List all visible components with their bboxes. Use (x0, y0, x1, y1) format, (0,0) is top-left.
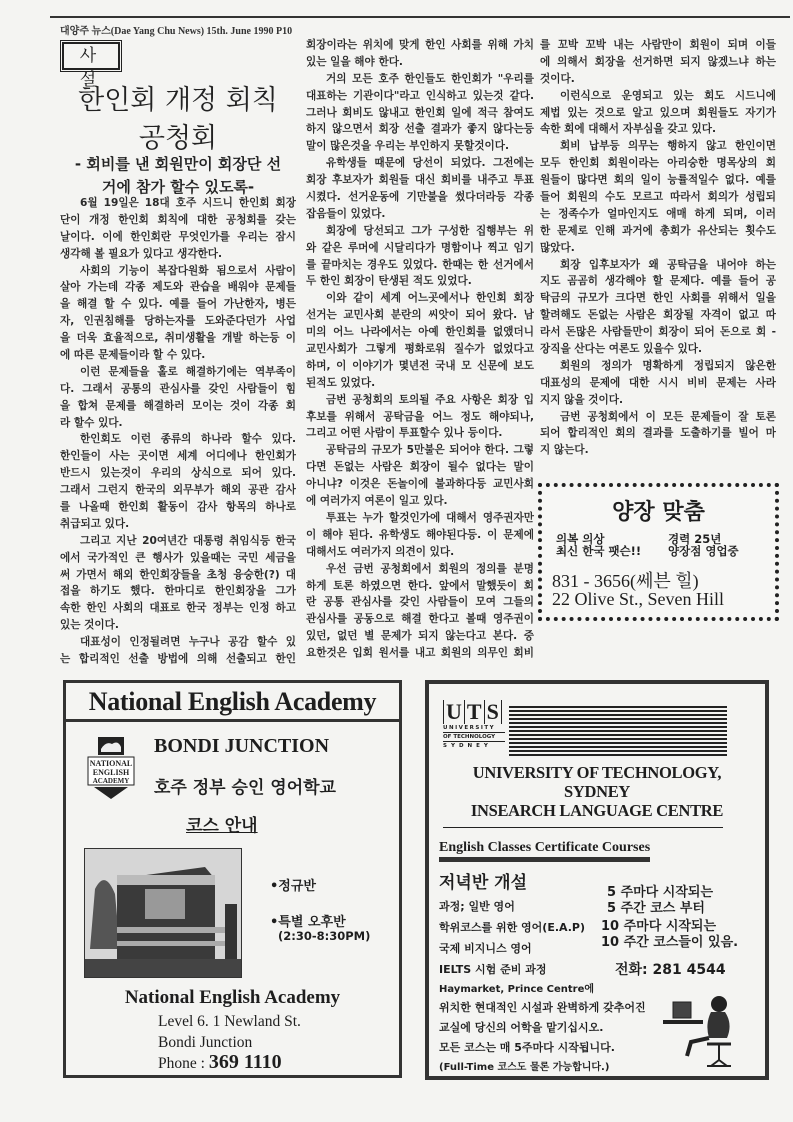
student-at-computer-illustration (661, 994, 743, 1070)
article-line: 대표하는 기관이다"라고 인식하고 있는것 같다. (306, 89, 534, 102)
article-line: 다면 돈없는 사람은 회장이 될수 없다는 말이 (306, 461, 534, 474)
nea-banner: National English Academy (66, 683, 399, 722)
article-line: 에 의해서 회장을 선거하면 되지 않겠느냐 하는 (540, 55, 776, 68)
article-line: 교민사회가 그렇게 평화로워 질수가 없었다고 (306, 343, 534, 356)
uts-body-line: 모든 코스는 매 5주마다 시작됩니다. (439, 1041, 615, 1054)
uts-course-item: 과정; 일반 영어 (439, 900, 515, 913)
article-line: 이 해야 된다. 유학생도 해야된다등. 이 문제에 (306, 528, 534, 541)
article-line: 모두 한인회 회원이라는 아리숭한 명목상의 회 (540, 157, 776, 170)
nea-bullet-regular: •정규반 (270, 879, 316, 894)
article-line: 지지 않을 것이다. (540, 393, 624, 406)
article-line: 생각해 볼 필요가 있다고 생각한다. (60, 247, 223, 260)
uts-logo-letter: U (443, 700, 465, 724)
article-line: 란 공통 관심사를 갖인 사람들이 모여 그들의 (306, 596, 534, 609)
article-line: 하게 토론 하였으면 한다. 앞에서 말했듯이 회 (306, 579, 534, 592)
article-line: 다. 그래서 공통의 관심사를 갖인 사람들이 힘 (60, 382, 296, 395)
uts-logo-sub-1: UNIVERSITY (443, 724, 505, 733)
uts-course-item: 국제 비지니스 영어 (439, 942, 532, 955)
uts-body-line: Haymarket, Prince Centre에 (439, 984, 595, 995)
uts-schedule-line: 10 주마다 시작되는 (601, 919, 717, 934)
article-line: 한 문제로 인해 과거에 총회가 유산되는 횟수도 (540, 224, 776, 237)
article-line: 하며, 이 이야기가 몇년전 국내 모 신문에 보도 (306, 359, 534, 372)
article-line: 속한 한인 사회의 대표로 한국 정부는 인정 하고 (60, 602, 296, 615)
article-line: 이런 문제들을 홀로 해결하기에는 역부족이 (80, 365, 296, 378)
tailor-ad-right-2: 양장점 영업중 (668, 544, 739, 558)
uts-logo-letter: T (465, 700, 485, 724)
nea-course-heading: 코스 안내 (186, 816, 258, 836)
article-line: 날이다. 이에 한인회란 무엇인가를 우리는 잠시 (60, 230, 296, 243)
tailor-ad-title: 양장 맞춤 (612, 500, 705, 525)
article-line: 회원의 정의가 명확하게 정립되지 않은한 (560, 359, 776, 372)
svg-text:ENGLISH: ENGLISH (92, 768, 130, 777)
article-line: 원들이 많다면 회의 일이 능률적일수 없다. 예를 (540, 174, 776, 187)
article-line: 회장 후보자가 회원들 대신 회비를 내주고 투표 (306, 174, 534, 187)
article-line: 있던, 없던 별 문제가 되지 않는다고 본다. 중 (306, 630, 534, 643)
article-line: 자, 인권침해를 당하는자를 도와준다던가 사업 (60, 315, 296, 328)
uts-schedule-line: 10 주간 코스들이 있음. (601, 935, 739, 950)
article-line: 회비 납부등 의무는 행하지 않고 한인이면 (560, 140, 776, 153)
article-line: 대표성의 문제에 대한 시시 비비 문제는 사라 (540, 376, 776, 389)
article-line: 단이 개정 한인회 회칙에 대한 공청회를 갖는 (60, 213, 296, 226)
nea-name: National English Academy (124, 987, 341, 1008)
nea-address-2: Bondi Junction (158, 1034, 253, 1051)
uts-heading-2: SYDNEY (563, 782, 631, 801)
article-line: 에서 국가적인 큰 행사가 있을때는 국민 세금을 (60, 551, 296, 564)
article-column-2 (306, 37, 534, 662)
uts-logo-stripes (509, 706, 727, 756)
nea-logo (86, 735, 136, 801)
top-rule (50, 16, 790, 18)
article-line: 것이다. (540, 72, 575, 85)
uts-body-line: (Full-Time 코스도 물론 가능합니다.) (439, 1062, 610, 1073)
article-line: 을 더욱 효율적으로, 취미생활을 개발 하는등 이 (60, 332, 296, 345)
nea-bullet-afternoon: •특별 오후반 (270, 915, 346, 930)
tailor-ad (538, 483, 779, 621)
masthead: 대양주 뉴스(Dae Yang Chu News) 15th. June 1990 P10 (60, 26, 293, 37)
article-line: 요한것은 입회 원서를 내고 회원의 의무인 회비 (306, 647, 534, 660)
article-line: 그래서 그런지 한국의 외무부가 해외 공관 감사 (60, 484, 296, 497)
article-line: 선거는 교민사회 분란의 씨앗이 되어 왔다. 남 (306, 309, 534, 322)
article-line: 살아 가는데 각종 제도와 관습을 배워야 문제들 (60, 281, 296, 294)
article-line: 들어 회원의 수도 모르고 따라서 회의가 성립되 (540, 191, 776, 204)
article-line: 지도 곰곰히 생각해야 할 문제다. 예를 들어 공 (540, 275, 776, 288)
uts-phone: 전화: 281 4544 (615, 962, 726, 978)
uts-logo-sub-2: OF TECHNOLOGY (443, 733, 505, 742)
tailor-ad-address: 22 Olive St., Seven Hill (552, 589, 724, 609)
article-line: 탁금의 규모가 크다면 한인 사회를 위해서 일을 (540, 292, 776, 305)
uts-evening-class: 저녁반 개설 (439, 873, 528, 893)
article-line: 를 나올때 한인회 활동이 감사 항목의 하나로 (60, 501, 296, 514)
article-line: 관심사를 공동으로 해결 한다고 볼때 영주권이 (306, 613, 534, 626)
uts-logo-letter: S (485, 700, 502, 724)
subheadline-line-1: - 회비를 낸 회원만이 회장단 선 (74, 155, 282, 173)
nea-tagline: 호주 정부 승인 영어학교 (154, 778, 336, 798)
article-line: 잡음들이 있었다. (306, 207, 386, 220)
article-line: 된적도 있었다. (306, 376, 376, 389)
article-line: 와 같은 루머에 시달리다가 명함이나 찍고 임기 (306, 241, 534, 254)
tailor-ad-phone: 831 - 3656(쎄븐 힐) (552, 571, 699, 591)
article-line: 한인회도 이런 종류의 하나라 할수 있다. (80, 433, 296, 446)
tailor-ad-left-2: 최신 한국 팻슨!! (556, 544, 642, 558)
svg-text:NATIONAL: NATIONAL (89, 759, 133, 768)
uts-body-line: 교실에 당신의 어학을 맡기십시오. (439, 1021, 604, 1034)
article-line: 두 한인 회장이 탄생된 적도 있었다. (306, 275, 472, 288)
article-line: 후보를 위해서 공탁금을 어느 정도 해야되나, (306, 410, 534, 423)
article-line: 지 않는다. (540, 444, 589, 457)
article-line: 회장에 당선되고 그가 구성한 집행부는 위 (326, 224, 534, 237)
tailor-ad-right-1: 경력 25년 (668, 532, 722, 546)
tailor-ad-left-1: 의복 의상 (556, 532, 605, 546)
article-line: 아니냐? 이것은 돈놀이에 불과하다등 교민사회 (306, 478, 534, 491)
article-line: 에 따른 문제들이라 할 수 있다. (60, 349, 206, 362)
uts-logo (443, 700, 505, 748)
article-line: 는 정족수가 얼마인지도 애매 하게 되며, 이러 (540, 207, 776, 220)
uts-schedule-line: 5 주마다 시작되는 (607, 885, 714, 900)
article-line: 라 할수 있다. (60, 416, 123, 429)
article-line: 하지 않으면서 회장 선출 결과가 좋지 않다는등 (306, 123, 534, 136)
nea-phone-label: Phone : (158, 1055, 209, 1072)
uts-heading-3: INSEARCH LANGUAGE CENTRE (470, 801, 724, 820)
article-line: 있는 것이다. (60, 619, 119, 632)
article-line: 금번 공청회의 토의될 주요 사항은 회장 입 (326, 393, 534, 406)
article-line: 말이 많은것을 우리는 부인하지 못할것이다. (306, 140, 509, 153)
article-line: 있는 일을 해야 한다. (306, 55, 403, 68)
article-line: 그러나 회비도 않내고 한인회 일에 적극 참여도 (306, 106, 534, 119)
uts-body-line: 위치한 현대적인 시설과 완벽하게 갖추어진 (439, 1001, 646, 1014)
nea-phone-number: 369 1110 (208, 1051, 282, 1073)
article-column-3 (540, 37, 776, 459)
article-line: 많았다. (540, 241, 575, 254)
article-line: 미의 어느 나라에서는 아예 한인회를 없앴더니 (306, 326, 534, 339)
uts-logo-sub-3: SYDNEY (443, 743, 492, 749)
article-line: 금번 공청회에서 이 모든 문제들이 잘 토론 (560, 410, 776, 423)
article-line: 거의 모든 호주 한인들도 한인회가 "우리를 (326, 72, 534, 85)
article-line: 을 합쳐 문제를 해결하러 모이는 것이 각종 회 (60, 399, 296, 412)
article-line: 반드시 있는것이 우리의 상식으로 되어 있다. (60, 467, 296, 480)
article-line: 라서 돈많은 사람들만이 회장이 되어 돈으로 회 - (540, 326, 776, 339)
article-line: 이와 같이 세계 어느곳에서나 한인회 회장 (326, 292, 534, 305)
nea-ad (63, 680, 402, 1078)
article-line: 대해서도 여러가지 의견이 있다. (306, 545, 455, 558)
article-line: 그리고 지난 20여년간 대통령 취임식등 한국 (80, 534, 296, 547)
nea-building-photo (84, 848, 242, 978)
nea-phone (158, 1051, 282, 1074)
article-line: 회장 입후보자가 왜 공탁금을 내어야 하는 (560, 258, 776, 271)
article-line: 공탁금의 규모가 5만불은 되어야 한다. 그렇 (326, 444, 534, 457)
article-line: 할려해도 돈없는 사람은 회장될 자격이 없고 따 (540, 309, 776, 322)
article-line: 되어 합리적인 회의 결과를 도출하기를 빌어 마 (540, 427, 776, 440)
nea-afternoon-hours: (2:30-8:30PM) (278, 929, 371, 943)
article-line: 이런식으로 운영되고 있는 회도 시드니에 (560, 89, 776, 102)
uts-courses-heading: English Classes Certificate Courses (439, 840, 650, 862)
article-line: 우선 금번 공청회에서 회원의 정의를 분명 (326, 562, 534, 575)
subheadline-line-2: 거에 참가 할수 있도록- (101, 178, 255, 196)
nea-location: BONDI JUNCTION (154, 735, 330, 757)
uts-course-item: IELTS 시험 준비 과정 (439, 963, 547, 976)
article-line: 장직을 산다는 여론도 있을수 있다. (540, 343, 703, 356)
article-line: 대표성이 인정될려면 누구나 공감 할수 있 (80, 636, 296, 649)
article-line: 유학생들 때문에 당선이 되었다. 그전에는 (326, 157, 534, 170)
uts-heading-1: UNIVERSITY OF TECHNOLOGY, (472, 763, 722, 782)
article-line: 투표는 누가 할것인가에 대해서 영주권자만 (326, 511, 534, 524)
article-line: 사회의 기능이 복잡다원화 됨으로서 사람이 (80, 264, 296, 277)
article-line: 그리고 어떤 사람이 투표할수 있나 등이다. (306, 427, 503, 440)
article-line: 6월 19일은 18대 호주 시드니 한인회 회장 (80, 197, 296, 209)
article-line: 을 해결 할 수 있다. 예를 들어 가난한자, 병든 (60, 298, 296, 311)
article-line: 써 가면서 해외 한인회장들을 초청 융숭한(?) 대 (60, 568, 296, 581)
article-line: 는 합리적인 선출 방법에 의해 선출되고 한인 (60, 653, 296, 666)
uts-divider (443, 827, 723, 828)
article-line: 를 꼬박 꼬박 내는 사람만이 회원이 되며 이들 (540, 39, 776, 51)
uts-ad (425, 680, 769, 1080)
article-line: 속한 회에 대해서 자부심을 갖고 있다. (540, 123, 716, 136)
uts-course-item: 학위코스를 위한 영어(E.A.P) (439, 921, 585, 934)
article-line: 한인들이 사는 곳이면 세계 어디에나 한인회가 (60, 450, 296, 463)
editorial-badge: 사 설 (62, 42, 120, 70)
article-line: 를 끝마치는 경우도 있었다. 한때는 한 선거에서 (306, 258, 534, 271)
svg-text:ACADEMY: ACADEMY (92, 777, 130, 785)
article-line: 접을 하기도 했다. 한마디로 한인회장을 그가 (60, 585, 296, 598)
headline-line-1: 한인회 개정 회칙 (78, 85, 278, 116)
article-line: 회장이라는 위치에 맞게 한인 사회를 위해 가치 (306, 39, 534, 51)
article-line: 에 여러가지 여론이 일고 있다. (306, 495, 448, 508)
article-line: 취급되고 있다. (60, 517, 130, 530)
article-line: 시켰다. 선거운동에 기만불을 썼다더라등 각종 (306, 191, 534, 204)
uts-schedule-line: 5 주간 코스 부터 (607, 901, 705, 916)
nea-address-1: Level 6. 1 Newland St. (158, 1013, 301, 1030)
article-line: 제법 있는 것으로 알고 있으며 회원들도 자기가 (540, 106, 776, 119)
headline-line-2: 공청회 (138, 123, 218, 154)
article-column-1 (60, 195, 296, 668)
